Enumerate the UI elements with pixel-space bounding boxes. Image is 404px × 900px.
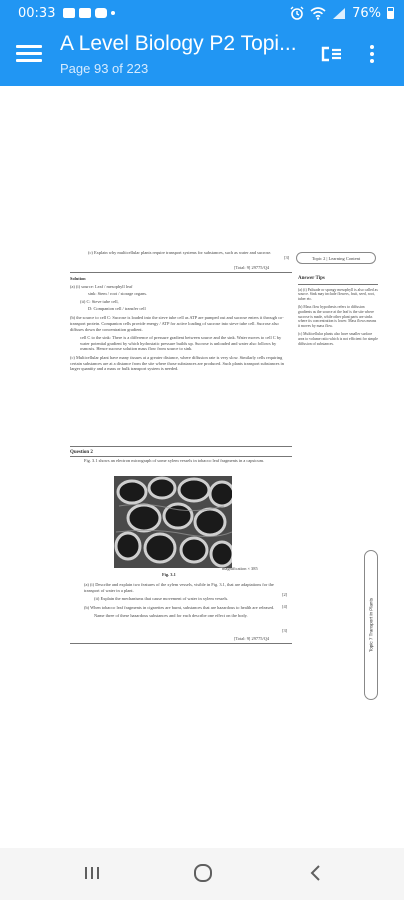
status-time: 00:33 — [18, 5, 56, 21]
question-part: (ii) Explain the mechanisms that cause movement of water in xylem vessels. — [94, 596, 229, 602]
question-2-heading: Question 2 — [70, 450, 93, 455]
hamburger-menu-icon[interactable] — [16, 42, 42, 66]
dot-icon — [111, 11, 115, 15]
battery-percent: 76% — [352, 5, 381, 21]
solution-line: sink: Stem / root / storage organs. — [88, 290, 148, 296]
answer-tip: (a) (i) Palisade or spongy mesophyll is also called as source. Sink may include flowers, fruit, seed, root, tuber etc. — [298, 287, 378, 302]
mail-notification-icon — [79, 8, 91, 18]
recents-icon[interactable] — [82, 862, 102, 884]
gallery-notification-icon — [63, 8, 75, 18]
solution-line: D: Companion cell / transfer cell — [88, 305, 146, 311]
more-vertical-icon[interactable] — [362, 42, 382, 66]
alarm-icon — [290, 6, 304, 20]
status-bar — [0, 0, 404, 26]
answer-tip: (b) Mass flow hypothesis refers to diffusion gradients as the source at the leaf is the site where sucrose is made, while other plant parts are sinks where its concentration is lower. Mass flows means it moves by mass flow. — [298, 304, 377, 329]
solution-line: (c) Multicellular plant have many tissues at a greater distance, where diffusion rate is very slow. Similarly cells requiring certain substances are at a distance from the site where those substances are produced. Such plants transport substances in larger quantity and a mass or bulk transport system is needed. — [70, 354, 284, 372]
question-2-parts — [84, 582, 284, 619]
figure-label: Fig. 3.1 — [162, 572, 176, 577]
topic-side-label: Topic 7 Transport in Plants — [368, 597, 374, 653]
back-icon[interactable] — [306, 862, 326, 884]
learning-content-tab: Topic 2 | Learning Content — [296, 252, 376, 264]
solution-line: (a) (i) source: Leaf / mesophyll leaf — [70, 284, 133, 289]
question-c: (c) Explain why multicellular plants require transport systems for substances, such as water and sucrose. — [88, 250, 272, 255]
question-part: Name three of these hazardous substances and for each describe one effect on the body. — [94, 613, 248, 619]
topic-side-tab — [364, 550, 378, 700]
answer-tip: (c) Multicellular plants also have smaller surface area to volume ratio which is not efficient for simple diffusion of substances. — [298, 331, 378, 346]
page-counter: Page 93 of 223 — [60, 61, 149, 76]
question-c-mark: [3] — [284, 255, 290, 260]
youtube-notification-icon — [95, 8, 107, 18]
pdf-viewer[interactable] — [0, 86, 404, 848]
page-title: A Level Biology P2 Topi... — [60, 32, 297, 55]
solution-line: (ii) C: Sieve tube cell, — [80, 299, 119, 305]
solution-block — [70, 284, 292, 372]
answer-tips — [298, 276, 378, 346]
question-mark: [4] — [282, 604, 288, 609]
answer-tips-heading: Answer Tips — [298, 276, 325, 281]
table-of-contents-icon[interactable] — [320, 42, 344, 66]
question-mark: [2] — [282, 592, 288, 597]
total-marks-2: [Total: 9] 29775/Q4 — [234, 636, 270, 641]
solution-line: (b) the source to cell C: Sucrose is loaded into the sieve tube cell as ATP are pumped out and sucrose enters it through co-transport protein. Companion cells provide energy / ATP for active loading of sucrose into sieve tube cell. Sucrose also diffuses down the concentration gradient. — [70, 315, 284, 332]
magnification-label: magnification × 385 — [222, 566, 258, 571]
app-bar — [0, 26, 404, 86]
micrograph-image — [114, 476, 232, 568]
battery-icon — [387, 7, 394, 19]
solution-heading: Solution — [70, 276, 86, 281]
wifi-icon — [310, 7, 326, 20]
solution-line: cell C to the sink: There is a difference of pressure gradient between source and the sink. Water moves to cell C by water potential gradient by which hydrostatic pressure builds up. Sucrose is unloaded and water also follows by osmosis. Hence sucrose solution mass flow from source to sink. — [80, 335, 282, 352]
question-2-intro: Fig. 3.1 shows an electron micrograph of some xylem vessels in tobacco leaf fragments in a capsicum. — [84, 458, 265, 463]
question-part: (b) When tobacco leaf fragments in cigarettes are burnt, substances that are hazardous to health are released. — [84, 604, 275, 610]
system-nav-bar — [0, 848, 404, 900]
total-marks-1: [Total: 9] 29775/Q4 — [234, 265, 270, 270]
question-part: (a) (i) Describe and explain two features of the xylem vessels, visible in Fig. 3.1, that are adaptations for the transport of water in a plant. — [84, 582, 274, 593]
home-icon[interactable] — [192, 862, 214, 884]
signal-icon — [332, 7, 346, 20]
question-mark: [3] — [282, 628, 288, 633]
